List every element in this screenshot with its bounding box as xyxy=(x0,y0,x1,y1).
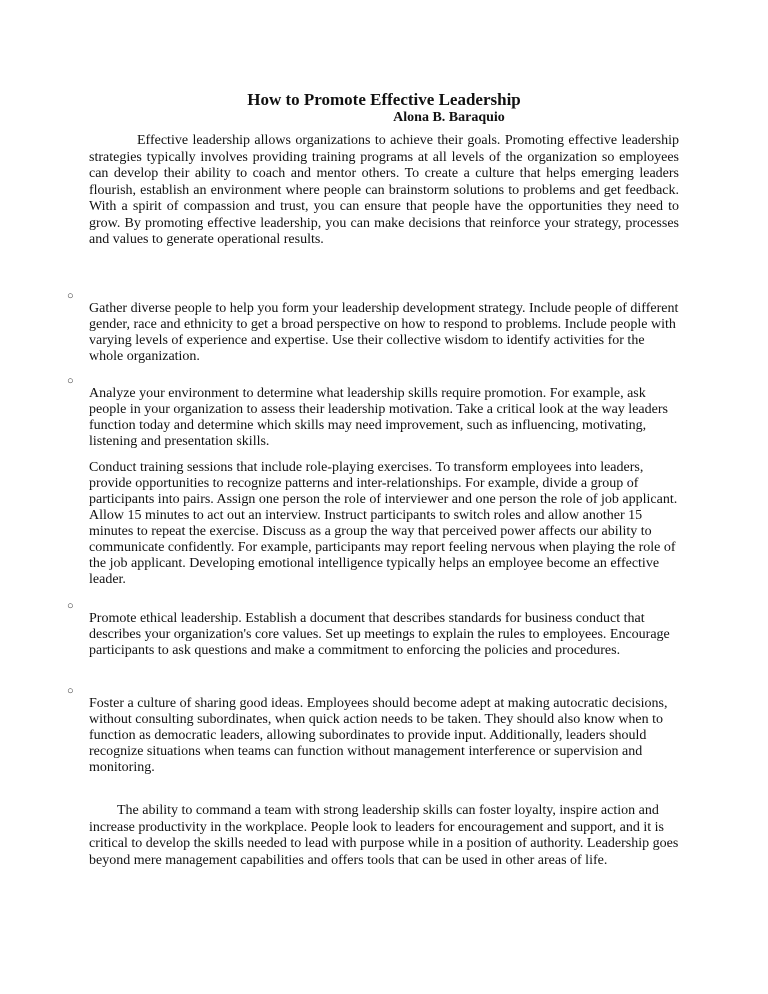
bullet-icon: ○ xyxy=(67,600,74,612)
bullet-icon: ○ xyxy=(67,685,74,697)
closing-paragraph xyxy=(89,803,679,869)
intro-text: Effective leadership allows organizations to achieve their goals. Promoting effective leadership strategies typically involves providing training programs at all levels of the organization so employees can develop their ability to coach and mentor others. To create a culture that helps emerging leaders flourish, establish an environment where people can brainstorm solutions to problems and get feedback. With a spirit of compassion and trust, you can ensure that people have the opportunities they need to grow. By promoting effective leadership, you can make decisions that reinforce your strategy, processes and values to generate operational results. xyxy=(89,133,679,247)
document-author: Alona B. Baraquio xyxy=(393,110,505,125)
list-item: Analyze your environment to determine what leadership skills require promotion. For example, ask people in your organization to assess their leadership motivation. Take a critical look at the way leaders function today and determine which skills may need improvement, such as influencing, motivating, listening and presentation skills. xyxy=(89,386,668,449)
document-title: How to Promote Effective Leadership xyxy=(247,90,521,109)
list-item: Promote ethical leadership. Establish a document that describes standards for business conduct that describes your organization's core values. Set up meetings to explain the rules to employees. Encourage participants to ask questions and make a commitment to enforcing the policies and procedures. xyxy=(89,611,670,658)
list-item: Conduct training sessions that include role-playing exercises. To transform employees into leaders, provide opportunities to recognize patterns and inter-relationships. For example, divide a group of participants into pairs. Assign one person the role of interviewer and one person the role of job applicant. Allow 15 minutes to act out an interview. Instruct participants to switch roles and allow another 15 minutes to repeat the exercise. Discuss as a group the way that perceived power affects our ability to communicate confidently. For example, participants may report feeling nervous when playing the role of the job applicant. Developing emotional intelligence typically helps an employee become an effective leader. xyxy=(89,460,678,587)
bullet-icon: ○ xyxy=(67,375,74,387)
list-item: Gather diverse people to help you form your leadership development strategy. Include people of different gender, race and ethnicity to get a broad perspective on how to respond to problems. Include people with varying levels of experience and expertise. Use their collective wisdom to identify activities for the whole organization. xyxy=(89,301,679,364)
list-item: Foster a culture of sharing good ideas. Employees should become adept at making autocratic decisions, without consulting subordinates, when quick action needs to be taken. They should also know when to function as democratic leaders, allowing subordinates to provide input. Additionally, leaders should recognize situations when teams can function without management interference or supervision and monitoring. xyxy=(89,696,668,775)
intro-paragraph xyxy=(89,133,679,249)
closing-text: The ability to command a team with strong leadership skills can foster loyalty, inspire action and increase productivity in the workplace. People look to leaders for encouragement and support, and it is critical to develop the skills needed to lead with purpose while in a position of authority. Leadership goes beyond mere management capabilities and offers tools that can be used in other areas of life. xyxy=(89,803,679,868)
bullet-icon: ○ xyxy=(67,290,74,302)
